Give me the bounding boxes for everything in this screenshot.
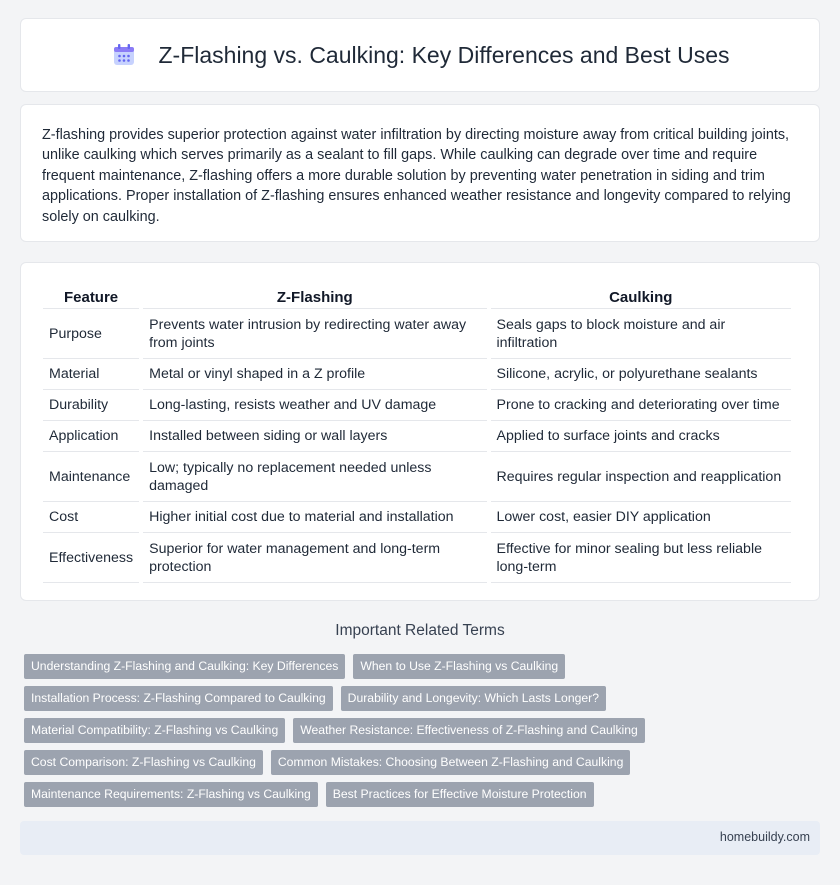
- related-term-link[interactable]: Installation Process: Z-Flashing Compared to Caulking: [24, 686, 333, 711]
- table-row: [43, 359, 791, 390]
- feature-cell: Durability: [43, 390, 139, 421]
- table-row: [43, 533, 791, 583]
- column-header-feature: Feature: [43, 285, 139, 309]
- feature-cell: Maintenance: [43, 452, 139, 502]
- table-row: [43, 421, 791, 452]
- z-flashing-cell: Superior for water management and long-term protection: [143, 533, 486, 583]
- related-terms-heading: Important Related Terms: [335, 622, 505, 639]
- calendar-icon: [111, 42, 137, 68]
- column-header-caulking: Caulking: [491, 285, 792, 309]
- site-name[interactable]: homebuildy.com: [719, 830, 810, 844]
- related-term-link[interactable]: Understanding Z-Flashing and Caulking: Key Differences: [24, 654, 345, 679]
- z-flashing-cell: Prevents water intrusion by redirecting water away from joints: [143, 309, 486, 359]
- table-row: [43, 390, 791, 421]
- column-header-z-flashing: Z-Flashing: [143, 285, 486, 309]
- caulking-cell: Applied to surface joints and cracks: [491, 421, 792, 452]
- feature-cell: Application: [43, 421, 139, 452]
- comparison-table: [39, 285, 795, 583]
- related-term-link[interactable]: Durability and Longevity: Which Lasts Longer?: [341, 686, 606, 711]
- related-term-link[interactable]: Maintenance Requirements: Z-Flashing vs Caulking: [24, 782, 318, 807]
- caulking-cell: Lower cost, easier DIY application: [491, 502, 792, 533]
- feature-cell: Cost: [43, 502, 139, 533]
- related-term-link[interactable]: Best Practices for Effective Moisture Protection: [326, 782, 594, 807]
- related-terms-list: [24, 654, 824, 814]
- intro-card: [20, 104, 820, 242]
- table-row: [43, 309, 791, 359]
- caulking-cell: Effective for minor sealing but less reliable long-term: [491, 533, 792, 583]
- z-flashing-cell: Long-lasting, resists weather and UV damage: [143, 390, 486, 421]
- table-row: [43, 452, 791, 502]
- footer: [20, 821, 820, 855]
- z-flashing-cell: Installed between siding or wall layers: [143, 421, 486, 452]
- title-card: [20, 18, 820, 92]
- caulking-cell: Silicone, acrylic, or polyurethane sealants: [491, 359, 792, 390]
- related-term-link[interactable]: Material Compatibility: Z-Flashing vs Caulking: [24, 718, 285, 743]
- caulking-cell: Seals gaps to block moisture and air infiltration: [491, 309, 792, 359]
- related-term-link[interactable]: When to Use Z-Flashing vs Caulking: [353, 654, 565, 679]
- caulking-cell: Prone to cracking and deteriorating over time: [491, 390, 792, 421]
- related-term-link[interactable]: Cost Comparison: Z-Flashing vs Caulking: [24, 750, 263, 775]
- comparison-table-card: [20, 262, 820, 601]
- feature-cell: Effectiveness: [43, 533, 139, 583]
- intro-paragraph: Z-flashing provides superior protection against water infiltration by directing moisture away from critical building joints, unlike caulking which serves primarily as a sealant to fill gaps. While caulking can degrade over time and require frequent maintenance, Z-flashing offers a more durable solution by preventing water penetration in siding and trim applications. Proper installation of Z-flashing ensures enhanced weather resistance and longevity compared to relying solely on caulking.: [42, 127, 791, 225]
- feature-cell: Material: [43, 359, 139, 390]
- table-row: [43, 502, 791, 533]
- related-term-link[interactable]: Common Mistakes: Choosing Between Z-Flashing and Caulking: [271, 750, 630, 775]
- table-header-row: [43, 285, 791, 309]
- related-term-link[interactable]: Weather Resistance: Effectiveness of Z-Flashing and Caulking: [293, 718, 645, 743]
- z-flashing-cell: Low; typically no replacement needed unless damaged: [143, 452, 486, 502]
- caulking-cell: Requires regular inspection and reapplication: [491, 452, 792, 502]
- page-title: Z-Flashing vs. Caulking: Key Differences and Best Uses: [158, 41, 730, 68]
- z-flashing-cell: Higher initial cost due to material and installation: [143, 502, 486, 533]
- z-flashing-cell: Metal or vinyl shaped in a Z profile: [143, 359, 486, 390]
- feature-cell: Purpose: [43, 309, 139, 359]
